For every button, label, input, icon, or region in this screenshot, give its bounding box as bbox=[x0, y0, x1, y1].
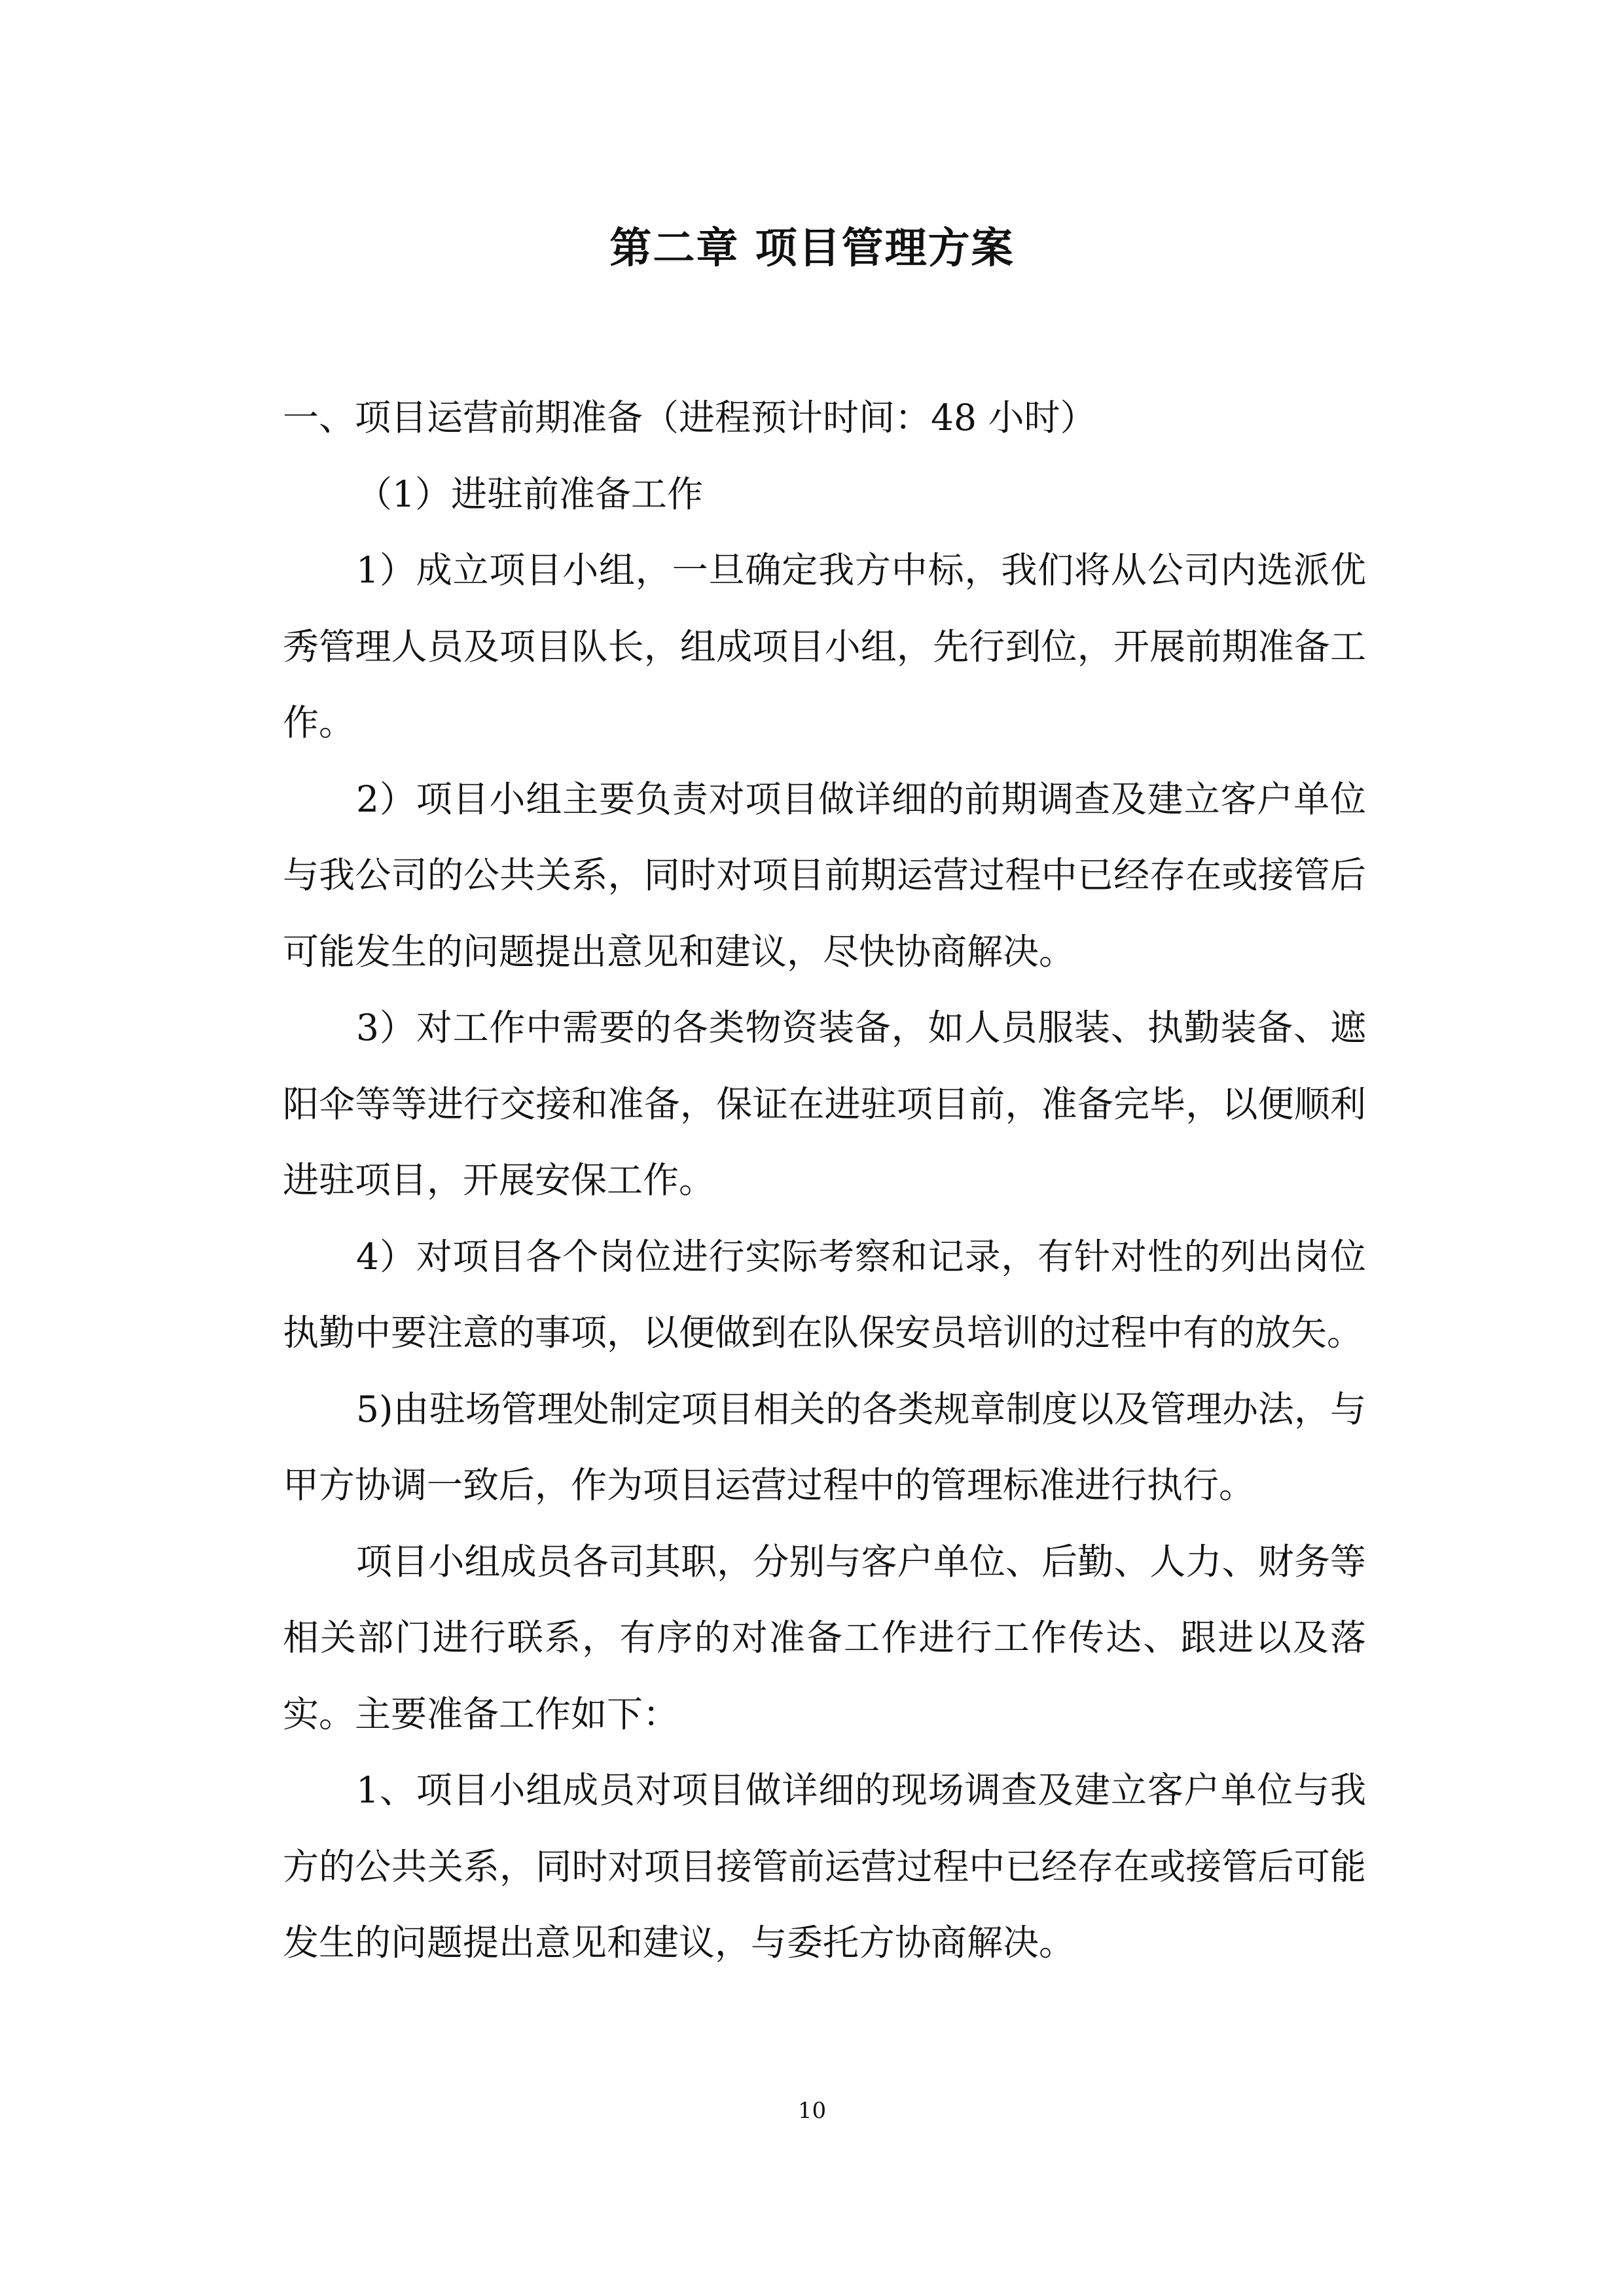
paragraph-item-5: 5)由驻场管理处制定项目相关的各类规章制度以及管理办法，与甲方协调一致后，作为项目运营过程中的管理标准进行执行。 bbox=[283, 1388, 1366, 1506]
paragraph-item-2: 2）项目小组主要负责对项目做详细的前期调查及建立客户单位与我公司的公共关系，同时对项目前期运营过程中已经存在或接管后可能发生的问题提出意见和建议，尽快协商解决。 bbox=[283, 778, 1366, 973]
page-title: 第二章 项目管理方案 bbox=[609, 224, 1015, 273]
paragraph-item-4: 4）对项目各个岗位进行实际考察和记录，有针对性的列出岗位执勤中要注意的事项，以便做到在队保安员培训的过程中有的放矢。 bbox=[283, 1235, 1366, 1354]
section-heading-1: 一、项目运营前期准备（进程预计时间：48 小时） bbox=[283, 397, 1096, 439]
subsection-heading-1: （1）进驻前准备工作 bbox=[356, 473, 703, 515]
paragraph-summary: 项目小组成员各司其职，分别与客户单位、后勤、人力、财务等相关部门进行联系，有序的对准备工作进行工作传达、跟进以及落实。主要准备工作如下： bbox=[283, 1540, 1366, 1735]
document-body bbox=[283, 380, 1366, 1981]
paragraph-item-1: 1）成立项目小组，一旦确定我方中标，我们将从公司内选派优秀管理人员及项目队长，组成项目小组，先行到位，开展前期准备工作。 bbox=[283, 549, 1366, 744]
page-number: 10 bbox=[797, 2098, 827, 2124]
paragraph-task-1: 1、项目小组成员对项目做详细的现场调查及建立客户单位与我方的公共关系，同时对项目接管前运营过程中已经存在或接管后可能发生的问题提出意见和建议，与委托方协商解决。 bbox=[283, 1769, 1366, 1964]
paragraph-item-3: 3）对工作中需要的各类物资装备，如人员服装、执勤装备、遮阳伞等等进行交接和准备，保证在进驻项目前，准备完毕，以便顺利进驻项目，开展安保工作。 bbox=[283, 1007, 1366, 1201]
